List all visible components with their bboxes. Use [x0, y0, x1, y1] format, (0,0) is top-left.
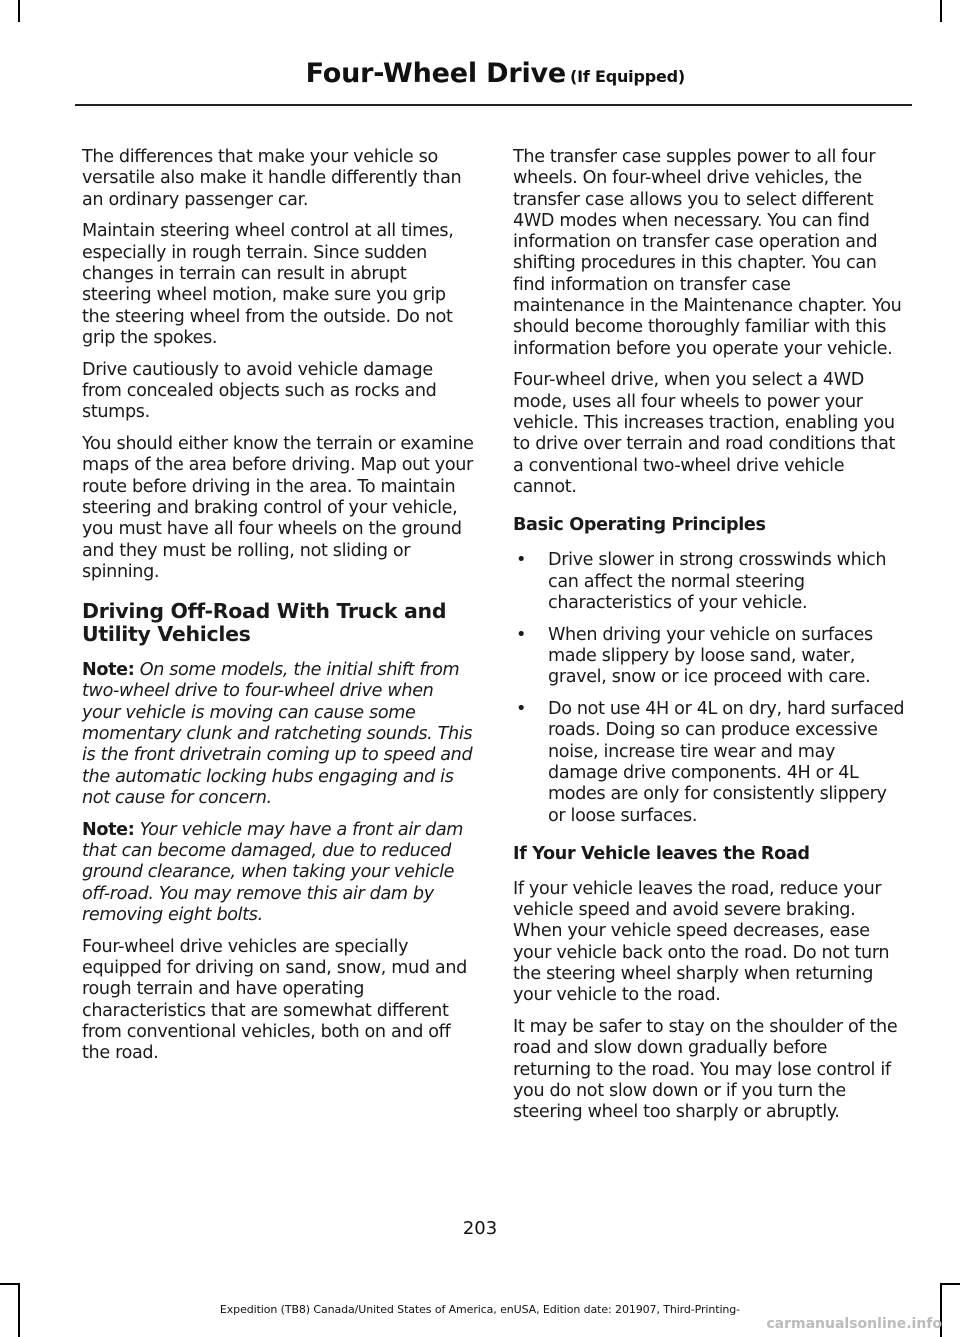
crop-mark-bottom-left-h — [0, 1283, 18, 1285]
note — [82, 820, 475, 926]
note-text: Your vehicle may have a front air dam that can become damaged, due to reduced ground clearance, when taking your vehicle off-road. You may remove this air dam by removing eight bolts. — [82, 819, 464, 925]
paragraph: You should either know the terrain or examine maps of the area before driving. Map out your route before driving in the area. To maintain steering and braking control of your vehicle, you must have all four wheels on the ground and they must be rolling, not sliding or spinning. — [82, 434, 474, 582]
bullet-list — [513, 550, 906, 827]
subsection-heading: If Your Vehicle leaves the Road — [513, 843, 810, 864]
list-item — [513, 625, 906, 689]
list-item — [513, 699, 906, 827]
paragraph: The differences that make your vehicle so versatile also make it handle differently than an ordinary passenger car. — [82, 147, 462, 210]
crop-mark-bottom-right-h — [942, 1283, 960, 1285]
note-text: On some models, the initial shift from two-wheel drive to four-wheel drive when your vehicle is moving can cause some momentary clunk and ratcheting sounds. This is the front drivetrain coming up to speed and the automatic locking hubs engaging and is not cause for concern. — [82, 660, 473, 808]
crop-mark-top-right — [940, 0, 942, 22]
note-label: Note: — [82, 660, 135, 681]
bullet-icon: • — [516, 550, 527, 571]
note — [82, 660, 475, 809]
list-item-text: Drive slower in strong crosswinds which can affect the normal steering characteristics of your vehicle. — [548, 550, 887, 613]
bullet-icon: • — [516, 624, 527, 645]
bullet-icon: • — [516, 699, 527, 720]
list-item — [513, 550, 906, 614]
list-item-text: Do not use 4H or 4L on dry, hard surfaced roads. Doing so can produce excessive noise, increase tire wear and may damage drive components. 4H or 4L modes are only for consistently slippery or loose surfaces. — [548, 699, 905, 826]
subsection-heading: Basic Operating Principles — [513, 515, 766, 536]
watermark: carmanualsonline.info — [766, 1316, 942, 1332]
left-column — [82, 147, 475, 1075]
header-rule — [75, 104, 912, 106]
crop-mark-top-left — [18, 0, 20, 22]
chapter-title-subtitle: (If Equipped) — [570, 67, 685, 86]
page-number: 203 — [462, 1218, 498, 1239]
list-item-text: When driving your vehicle on surfaces made slippery by loose sand, water, gravel, snow or ice proceed with care. — [548, 624, 873, 688]
paragraph: Maintain steering wheel control at all times, especially in rough terrain. Since sudden changes in terrain can result in abrupt steering wheel motion, make sure you grip the steering wheel from the outside. Do not grip the spokes. — [82, 221, 454, 348]
paragraph: It may be safer to stay on the shoulder of the road and slow down gradually before returning to the road. You may lose control if you do not slow down or if you turn the steering wheel too sharply or abruptly. — [513, 1017, 898, 1123]
section-heading: Driving Off-Road With Truck and Utility Vehicles — [82, 599, 447, 647]
paragraph: The transfer case supples power to all four wheels. On four-wheel drive vehicles, the transfer case allows you to select different 4WD modes when necessary. You can find information on transfer case operation and shifting procedures in this chapter. You can find information on transfer case maintenance in the Maintenance chapter. You should become thoroughly familiar with this information before you operate your vehicle. — [513, 147, 902, 359]
paragraph: Drive cautiously to avoid vehicle damage from concealed objects such as rocks and stumps. — [82, 359, 437, 423]
paragraph: Four-wheel drive vehicles are specially equipped for driving on sand, snow, mud and rough terrain and have operating characteristics that are somewhat different from conventional vehicles, both on and off the road. — [82, 936, 467, 1064]
chapter-title-main: Four-Wheel Drive — [305, 58, 567, 89]
footer-edition-info: Expedition (TB8) Canada/United States of America, enUSA, Edition date: 201907, Third-Printing- — [219, 1303, 741, 1316]
right-column — [513, 147, 906, 1134]
chapter-title — [306, 58, 685, 89]
paragraph: If your vehicle leaves the road, reduce your vehicle speed and avoid severe braking. When your vehicle speed decreases, ease your vehicle back onto the road. Do not turn the steering wheel sharply when returning your vehicle to the road. — [513, 878, 890, 1006]
note-label: Note: — [82, 819, 135, 840]
paragraph: Four-wheel drive, when you select a 4WD mode, uses all four wheels to power your vehicle. This increases traction, enabling you to drive over terrain and road conditions that a conventional two-wheel drive vehicle cannot. — [513, 370, 896, 497]
